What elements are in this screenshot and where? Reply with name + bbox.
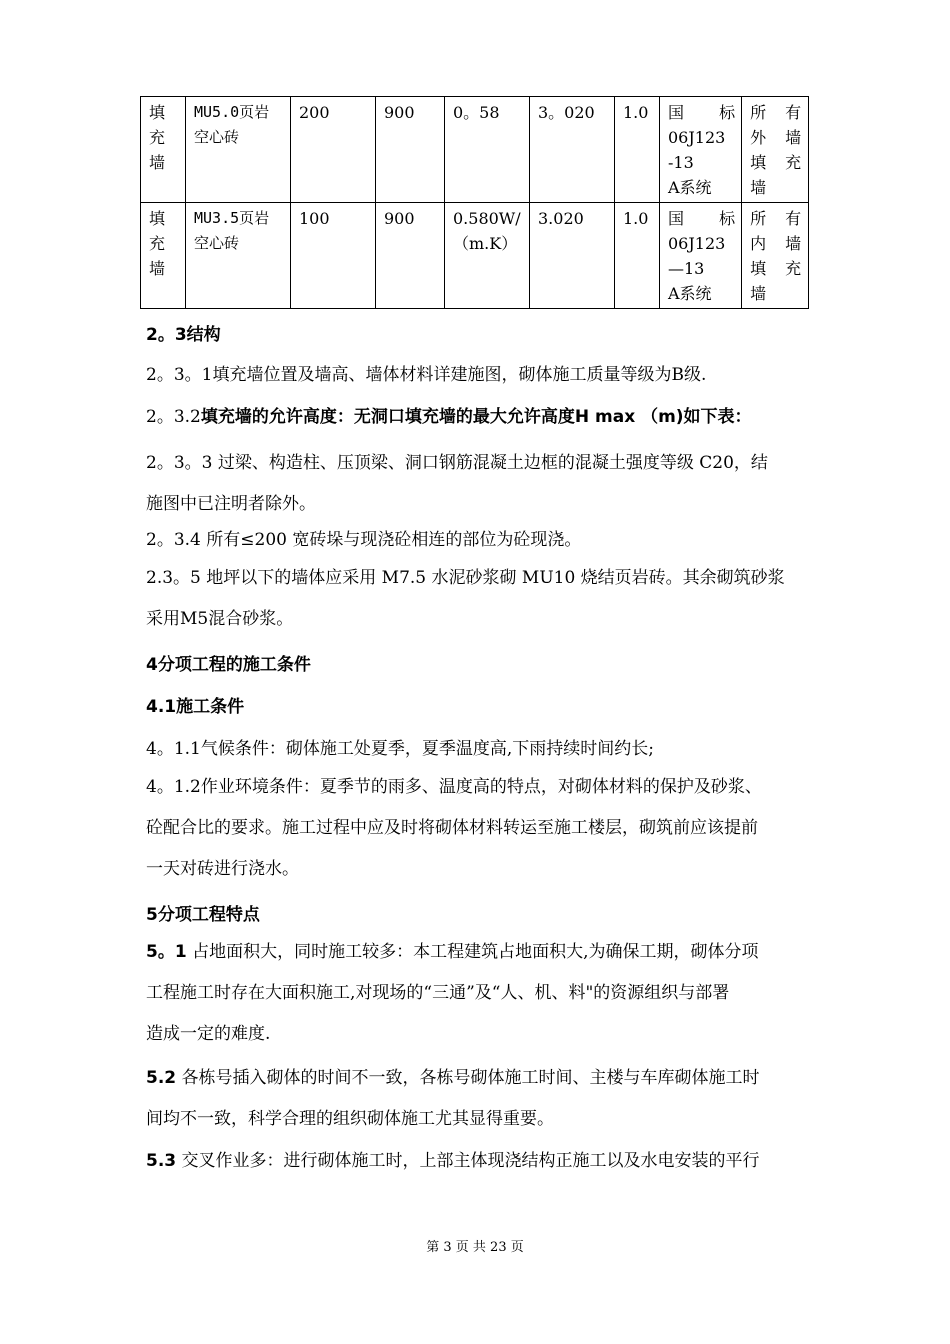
section-heading-5: 5分项工程特点: [146, 905, 260, 925]
paragraph-2-3-1: 2。3。1填充墙位置及墙高、墙体材料详建施图，砌体施工质量等级为B级.: [146, 365, 707, 385]
material-spec-table: [140, 96, 809, 309]
paragraph-2-3-2: [146, 402, 841, 427]
table-cell-thickness: 100: [291, 203, 376, 309]
paragraph-number: 5.2: [146, 1068, 177, 1088]
paragraph-5-1: 5。1 占地面积大，同时施工较多：本工程建筑占地面积大,为确保工期，砌体分项 工程施工时存在大面积施工,对现场的“三通”及“人、机、料"的资源组织与部署 造成一定的难度.: [146, 942, 759, 1044]
table-cell-coefficient: 1.0: [615, 97, 660, 203]
table-row: [141, 203, 809, 309]
paragraph-number: 5.3: [146, 1151, 177, 1171]
paragraph-bold-text: 填充墙的允许高度：无洞口填充墙的最大允许高度H max （m)如下表：: [200, 407, 752, 427]
table-cell-wall-type: 填 充 墙: [141, 203, 186, 309]
page-footer: 第 3 页 共 23 页: [426, 1240, 524, 1255]
paragraph-number: 2。3.2: [146, 407, 201, 427]
table-cell-conductivity: 0.580W/ （m.K）: [445, 203, 530, 309]
table-cell-standard: 国 标 06J123 —13 A系统: [660, 203, 742, 309]
paragraph-2-3-5: 2.3。5 地坪以下的墙体应采用 M7.5 水泥砂浆砌 MU10 烧结页岩砖。其余砌筑砂浆 采用M5混合砂浆。: [146, 568, 785, 629]
paragraph-4-1-2: 4。1.2作业环境条件：夏季节的雨多、温度高的特点，对砌体材料的保护及砂浆、 砼配合比的要求。施工过程中应及时将砌体材料转运至施工楼层，砌筑前应该提前 一天对砖进行浇水。: [146, 777, 762, 879]
paragraph-5-2: 5.2 各栋号插入砌体的时间不一致，各栋号砌体施工时间、主楼与车库砌体施工时 间均不一致，科学合理的组织砌体施工尤其显得重要。: [146, 1068, 760, 1129]
table-cell-heat-storage: 3。020: [530, 97, 615, 203]
table-cell-density: 900: [376, 97, 445, 203]
paragraph-4-1-1: 4。1.1气候条件：砌体施工处夏季，夏季温度高,下雨持续时间约长;: [146, 739, 654, 759]
table-cell-thickness: 200: [291, 97, 376, 203]
section-heading-2-3: 2。3结构: [146, 325, 221, 345]
table-cell-wall-type: 填 充 墙: [141, 97, 186, 203]
table-cell-coefficient: 1.0: [615, 203, 660, 309]
section-heading-4: 4分项工程的施工条件: [146, 655, 311, 675]
table-cell-location: 所 有 内 墙 填 充 墙: [742, 203, 809, 309]
table-cell-standard: 国 标 06J123 -13 A系统: [660, 97, 742, 203]
section-heading-4-1: 4.1施工条件: [146, 697, 245, 717]
paragraph-2-3-4: 2。3.4 所有≤200 宽砖垛与现浇砼相连的部位为砼现浇。: [146, 530, 582, 550]
paragraph-number: 5。1: [146, 942, 187, 962]
paragraph-5-3: 5.3 交叉作业多：进行砌体施工时，上部主体现浇结构正施工以及水电安装的平行: [146, 1151, 760, 1171]
table-cell-density: 900: [376, 203, 445, 309]
table-cell-conductivity: 0。58: [445, 97, 530, 203]
table-row: [141, 97, 809, 203]
table-cell-location: 所 有 外 墙 填 充 墙: [742, 97, 809, 203]
paragraph-2-3-3: 2。3。3 过梁、构造柱、压顶梁、洞口钢筋混凝土边框的混凝土强度等级 C20，结 施图中已注明者除外。: [146, 453, 768, 514]
table-cell-material: MU5.0页岩 空心砖: [186, 97, 291, 203]
table-cell-heat-storage: 3.020: [530, 203, 615, 309]
table-cell-material: MU3.5页岩 空心砖: [186, 203, 291, 309]
